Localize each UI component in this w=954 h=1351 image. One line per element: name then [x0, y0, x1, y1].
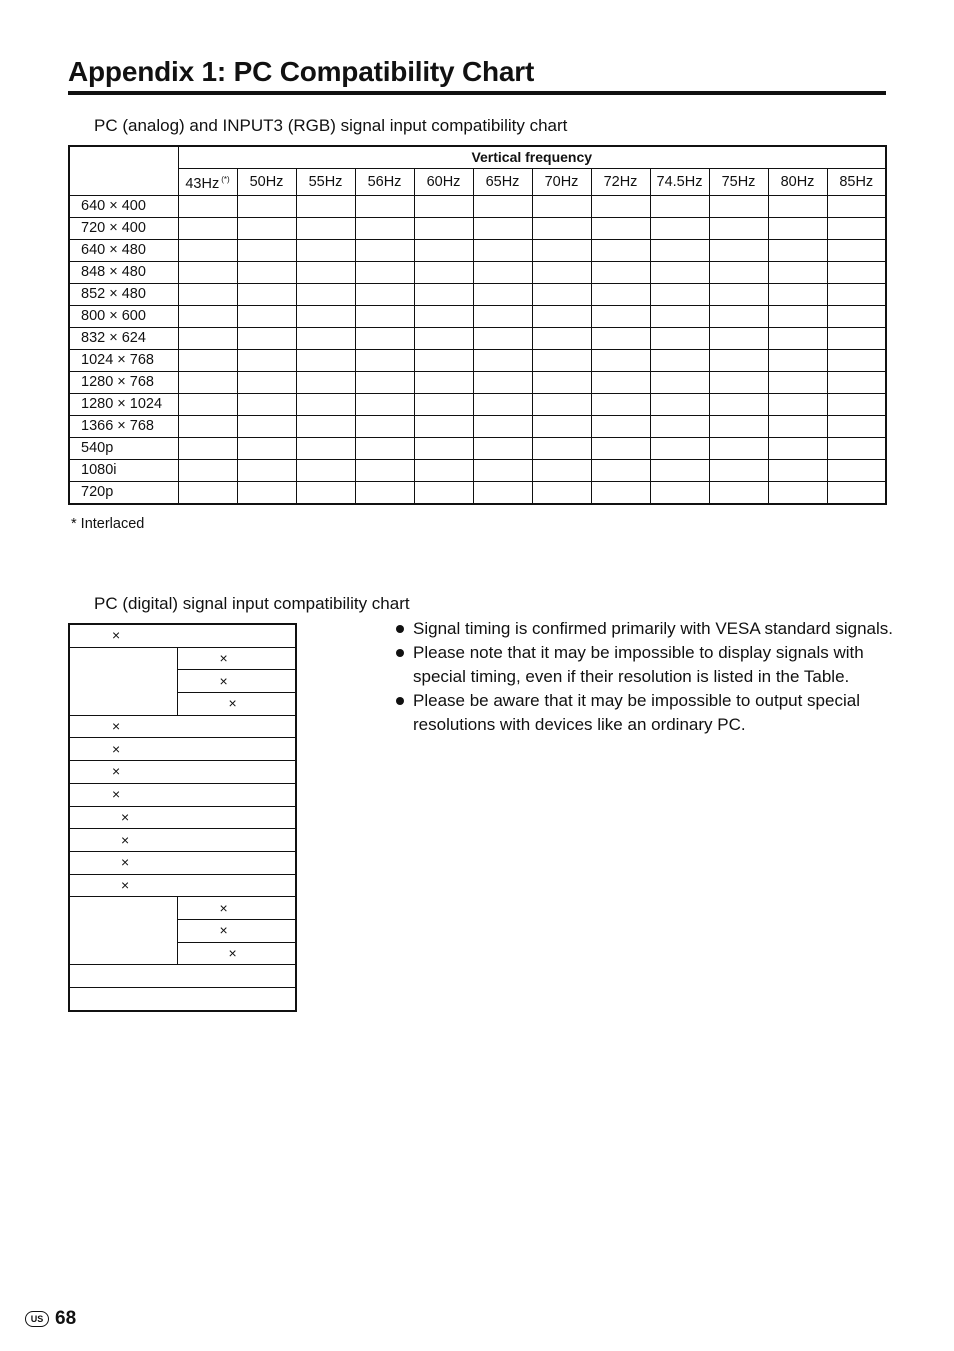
compatibility-cell [473, 240, 532, 262]
compatibility-cell [473, 350, 532, 372]
compatibility-cell [709, 284, 768, 306]
compatibility-cell [650, 394, 709, 416]
compatibility-cell [650, 482, 709, 505]
note-item: Signal timing is confirmed primarily with VESA standard signals. [394, 617, 894, 641]
digital-cell: × [177, 897, 296, 920]
compatibility-cell [473, 284, 532, 306]
corner-cell [69, 146, 178, 196]
notes-list [394, 617, 894, 737]
compatibility-cell [591, 350, 650, 372]
table-row [69, 218, 886, 240]
compatibility-cell [414, 240, 473, 262]
digital-cell: × [69, 806, 296, 829]
compatibility-cell [650, 460, 709, 482]
table-row [69, 284, 886, 306]
digital-cell: × [177, 693, 296, 716]
compatibility-cell [178, 284, 237, 306]
compatibility-cell [709, 416, 768, 438]
compatibility-cell [532, 482, 591, 505]
digital-compatibility-table [68, 623, 297, 1012]
compatibility-cell [178, 372, 237, 394]
compatibility-cell [532, 328, 591, 350]
table-row [69, 262, 886, 284]
compatibility-cell [473, 196, 532, 218]
compatibility-cell [237, 284, 296, 306]
page-title: Appendix 1: PC Compatibility Chart [68, 56, 535, 87]
table-row [69, 196, 886, 218]
compatibility-cell [414, 394, 473, 416]
compatibility-cell [650, 372, 709, 394]
resolution-label: 800 × 600 [69, 306, 178, 328]
compatibility-cell [296, 372, 355, 394]
compatibility-cell [355, 196, 414, 218]
compatibility-cell [473, 416, 532, 438]
compatibility-cell [178, 328, 237, 350]
compatibility-cell [237, 372, 296, 394]
compatibility-cell [237, 350, 296, 372]
compatibility-cell [532, 416, 591, 438]
compatibility-cell [768, 284, 827, 306]
frequency-header [709, 169, 768, 196]
compatibility-cell [650, 284, 709, 306]
compatibility-cell [296, 482, 355, 505]
compatibility-cell [473, 438, 532, 460]
compatibility-cell [650, 218, 709, 240]
compatibility-cell [532, 350, 591, 372]
note-item: Please be aware that it may be impossible to output special resolutions with devices like an ordinary PC. [394, 689, 894, 737]
compatibility-cell [296, 262, 355, 284]
compatibility-cell [414, 284, 473, 306]
compatibility-cell [827, 438, 886, 460]
compatibility-cell [237, 482, 296, 505]
digital-cell: × [69, 829, 296, 852]
compatibility-cell [237, 328, 296, 350]
compatibility-cell [237, 460, 296, 482]
compatibility-cell [709, 460, 768, 482]
compatibility-cell [237, 262, 296, 284]
compatibility-cell [768, 306, 827, 328]
table-row [69, 460, 886, 482]
compatibility-cell [591, 482, 650, 505]
compatibility-cell [591, 306, 650, 328]
compatibility-cell [709, 350, 768, 372]
frequency-header [827, 169, 886, 196]
compatibility-cell [591, 394, 650, 416]
compatibility-cell [827, 240, 886, 262]
frequency-label: 70Hz [544, 173, 579, 190]
compatibility-cell [414, 372, 473, 394]
compatibility-cell [650, 416, 709, 438]
compatibility-cell [768, 372, 827, 394]
frequency-label: 65Hz [485, 173, 520, 190]
compatibility-cell [237, 394, 296, 416]
compatibility-cell [591, 328, 650, 350]
compatibility-cell [768, 482, 827, 505]
digital-cell: × [177, 919, 296, 942]
compatibility-cell [414, 350, 473, 372]
compatibility-cell [414, 438, 473, 460]
compatibility-cell [237, 416, 296, 438]
analog-compatibility-table [68, 145, 887, 505]
digital-cell [69, 988, 296, 1011]
frequency-label: 55Hz [308, 173, 343, 190]
compatibility-cell [827, 460, 886, 482]
compatibility-cell [237, 196, 296, 218]
compatibility-cell [532, 196, 591, 218]
compatibility-cell [827, 284, 886, 306]
frequency-header [768, 169, 827, 196]
compatibility-cell [532, 306, 591, 328]
compatibility-cell [532, 460, 591, 482]
compatibility-cell [709, 438, 768, 460]
compatibility-cell [532, 438, 591, 460]
compatibility-cell [827, 416, 886, 438]
resolution-label: 1024 × 768 [69, 350, 178, 372]
resolution-label: 540p [69, 438, 178, 460]
compatibility-cell [827, 328, 886, 350]
digital-cell: × [69, 783, 296, 806]
compatibility-cell [355, 482, 414, 505]
compatibility-cell [827, 196, 886, 218]
digital-cell: × [69, 738, 296, 761]
compatibility-cell [709, 196, 768, 218]
compatibility-cell [473, 372, 532, 394]
resolution-label: 1366 × 768 [69, 416, 178, 438]
compatibility-cell [827, 350, 886, 372]
table-row [69, 416, 886, 438]
note-item: Please note that it may be impossible to display signals with special timing, even if their resolution is listed in the Table. [394, 641, 894, 689]
compatibility-cell [768, 416, 827, 438]
compatibility-cell [355, 416, 414, 438]
title-rule [68, 91, 886, 95]
digital-chart-heading: PC (digital) signal input compatibility chart [94, 594, 410, 613]
compatibility-cell [827, 262, 886, 284]
frequency-label: 80Hz [780, 173, 815, 190]
compatibility-cell [414, 218, 473, 240]
table-row [69, 306, 886, 328]
compatibility-cell [296, 394, 355, 416]
compatibility-cell [473, 328, 532, 350]
compatibility-cell [296, 196, 355, 218]
compatibility-cell [473, 460, 532, 482]
digital-cell: × [177, 942, 296, 965]
table-row [69, 240, 886, 262]
resolution-label: 720p [69, 482, 178, 505]
compatibility-cell [473, 262, 532, 284]
frequency-header [355, 169, 414, 196]
compatibility-cell [827, 482, 886, 505]
compatibility-cell [827, 306, 886, 328]
compatibility-cell [237, 240, 296, 262]
compatibility-cell [178, 438, 237, 460]
compatibility-cell [768, 262, 827, 284]
compatibility-cell [296, 218, 355, 240]
compatibility-cell [355, 262, 414, 284]
compatibility-cell [414, 482, 473, 505]
compatibility-cell [827, 218, 886, 240]
compatibility-cell [237, 306, 296, 328]
frequency-label: 56Hz [367, 173, 402, 190]
compatibility-cell [709, 482, 768, 505]
compatibility-cell [532, 218, 591, 240]
frequency-header [591, 169, 650, 196]
compatibility-cell [355, 350, 414, 372]
frequency-header [650, 169, 709, 196]
compatibility-cell [827, 372, 886, 394]
compatibility-cell [296, 284, 355, 306]
compatibility-cell [178, 262, 237, 284]
frequency-label: 74.5Hz [656, 173, 703, 190]
resolution-label: 640 × 480 [69, 240, 178, 262]
digital-cell: × [177, 647, 296, 670]
compatibility-cell [296, 306, 355, 328]
table-row [69, 438, 886, 460]
compatibility-cell [355, 284, 414, 306]
compatibility-cell [178, 218, 237, 240]
frequency-label: 75Hz [721, 173, 756, 190]
compatibility-cell [414, 262, 473, 284]
compatibility-cell [296, 328, 355, 350]
compatibility-cell [473, 218, 532, 240]
compatibility-cell [768, 240, 827, 262]
digital-group-cell [69, 897, 177, 965]
compatibility-cell [768, 218, 827, 240]
compatibility-cell [414, 416, 473, 438]
compatibility-cell [178, 306, 237, 328]
table-row [69, 328, 886, 350]
compatibility-cell [532, 372, 591, 394]
resolution-label: 720 × 400 [69, 218, 178, 240]
compatibility-cell [650, 306, 709, 328]
frequency-label: 60Hz [426, 173, 461, 190]
compatibility-cell [178, 240, 237, 262]
compatibility-cell [414, 328, 473, 350]
compatibility-cell [768, 350, 827, 372]
analog-chart-heading: PC (analog) and INPUT3 (RGB) signal input compatibility chart [94, 116, 568, 135]
compatibility-cell [178, 350, 237, 372]
compatibility-cell [591, 372, 650, 394]
digital-group-cell [69, 647, 177, 715]
compatibility-cell [591, 438, 650, 460]
page-number: 68 [55, 1308, 77, 1329]
region-badge: US [25, 1311, 49, 1327]
resolution-label: 832 × 624 [69, 328, 178, 350]
digital-cell [69, 965, 296, 988]
compatibility-cell [296, 460, 355, 482]
frequency-header [532, 169, 591, 196]
compatibility-cell [768, 328, 827, 350]
frequency-header [237, 169, 296, 196]
digital-cell: × [177, 670, 296, 693]
compatibility-cell [768, 438, 827, 460]
digital-cell: × [69, 761, 296, 784]
compatibility-cell [237, 218, 296, 240]
frequency-label: 43Hz [185, 176, 220, 192]
resolution-label: 1280 × 1024 [69, 394, 178, 416]
compatibility-cell [473, 482, 532, 505]
digital-cell: × [69, 874, 296, 897]
compatibility-cell [237, 438, 296, 460]
compatibility-cell [650, 262, 709, 284]
compatibility-cell [178, 482, 237, 505]
compatibility-cell [355, 460, 414, 482]
compatibility-cell [178, 394, 237, 416]
compatibility-cell [178, 460, 237, 482]
compatibility-cell [532, 240, 591, 262]
compatibility-cell [650, 350, 709, 372]
digital-cell: × [69, 715, 296, 738]
compatibility-cell [355, 328, 414, 350]
frequency-label: 72Hz [603, 173, 638, 190]
frequency-label: 85Hz [839, 173, 874, 190]
compatibility-cell [591, 284, 650, 306]
compatibility-cell [296, 416, 355, 438]
vertical-frequency-header: Vertical frequency [178, 146, 886, 169]
compatibility-cell [355, 438, 414, 460]
digital-cell: × [69, 624, 296, 647]
compatibility-cell [591, 262, 650, 284]
compatibility-cell [768, 394, 827, 416]
compatibility-cell [355, 372, 414, 394]
table-row [69, 482, 886, 505]
compatibility-cell [355, 240, 414, 262]
compatibility-cell [591, 416, 650, 438]
compatibility-cell [650, 240, 709, 262]
compatibility-cell [827, 394, 886, 416]
compatibility-cell [296, 350, 355, 372]
compatibility-cell [591, 218, 650, 240]
resolution-label: 1080i [69, 460, 178, 482]
compatibility-cell [709, 218, 768, 240]
table-row [69, 372, 886, 394]
resolution-label: 852 × 480 [69, 284, 178, 306]
compatibility-cell [296, 438, 355, 460]
compatibility-cell [355, 306, 414, 328]
compatibility-cell [591, 460, 650, 482]
compatibility-cell [709, 262, 768, 284]
resolution-label: 1280 × 768 [69, 372, 178, 394]
compatibility-cell [414, 460, 473, 482]
interlaced-footnote: * Interlaced [71, 516, 145, 532]
compatibility-cell [650, 438, 709, 460]
page-footer [25, 1307, 76, 1331]
compatibility-cell [178, 416, 237, 438]
compatibility-cell [709, 306, 768, 328]
compatibility-cell [768, 196, 827, 218]
compatibility-cell [473, 306, 532, 328]
compatibility-cell [296, 240, 355, 262]
digital-cell: × [69, 851, 296, 874]
compatibility-cell [414, 306, 473, 328]
compatibility-cell [532, 284, 591, 306]
compatibility-cell [768, 460, 827, 482]
frequency-header [414, 169, 473, 196]
compatibility-cell [532, 262, 591, 284]
compatibility-cell [650, 196, 709, 218]
compatibility-cell [178, 196, 237, 218]
resolution-label: 848 × 480 [69, 262, 178, 284]
interlace-mark: (*) [221, 175, 230, 184]
compatibility-cell [709, 372, 768, 394]
frequency-header [296, 169, 355, 196]
frequency-header [473, 169, 532, 196]
compatibility-cell [355, 218, 414, 240]
compatibility-cell [650, 328, 709, 350]
compatibility-cell [709, 394, 768, 416]
compatibility-cell [591, 240, 650, 262]
table-row [69, 394, 886, 416]
compatibility-cell [591, 196, 650, 218]
frequency-header [178, 169, 237, 196]
resolution-label: 640 × 400 [69, 196, 178, 218]
compatibility-cell [355, 394, 414, 416]
compatibility-cell [473, 394, 532, 416]
table-row [69, 350, 886, 372]
compatibility-cell [414, 196, 473, 218]
frequency-label: 50Hz [249, 173, 284, 190]
compatibility-cell [709, 328, 768, 350]
compatibility-cell [709, 240, 768, 262]
compatibility-cell [532, 394, 591, 416]
